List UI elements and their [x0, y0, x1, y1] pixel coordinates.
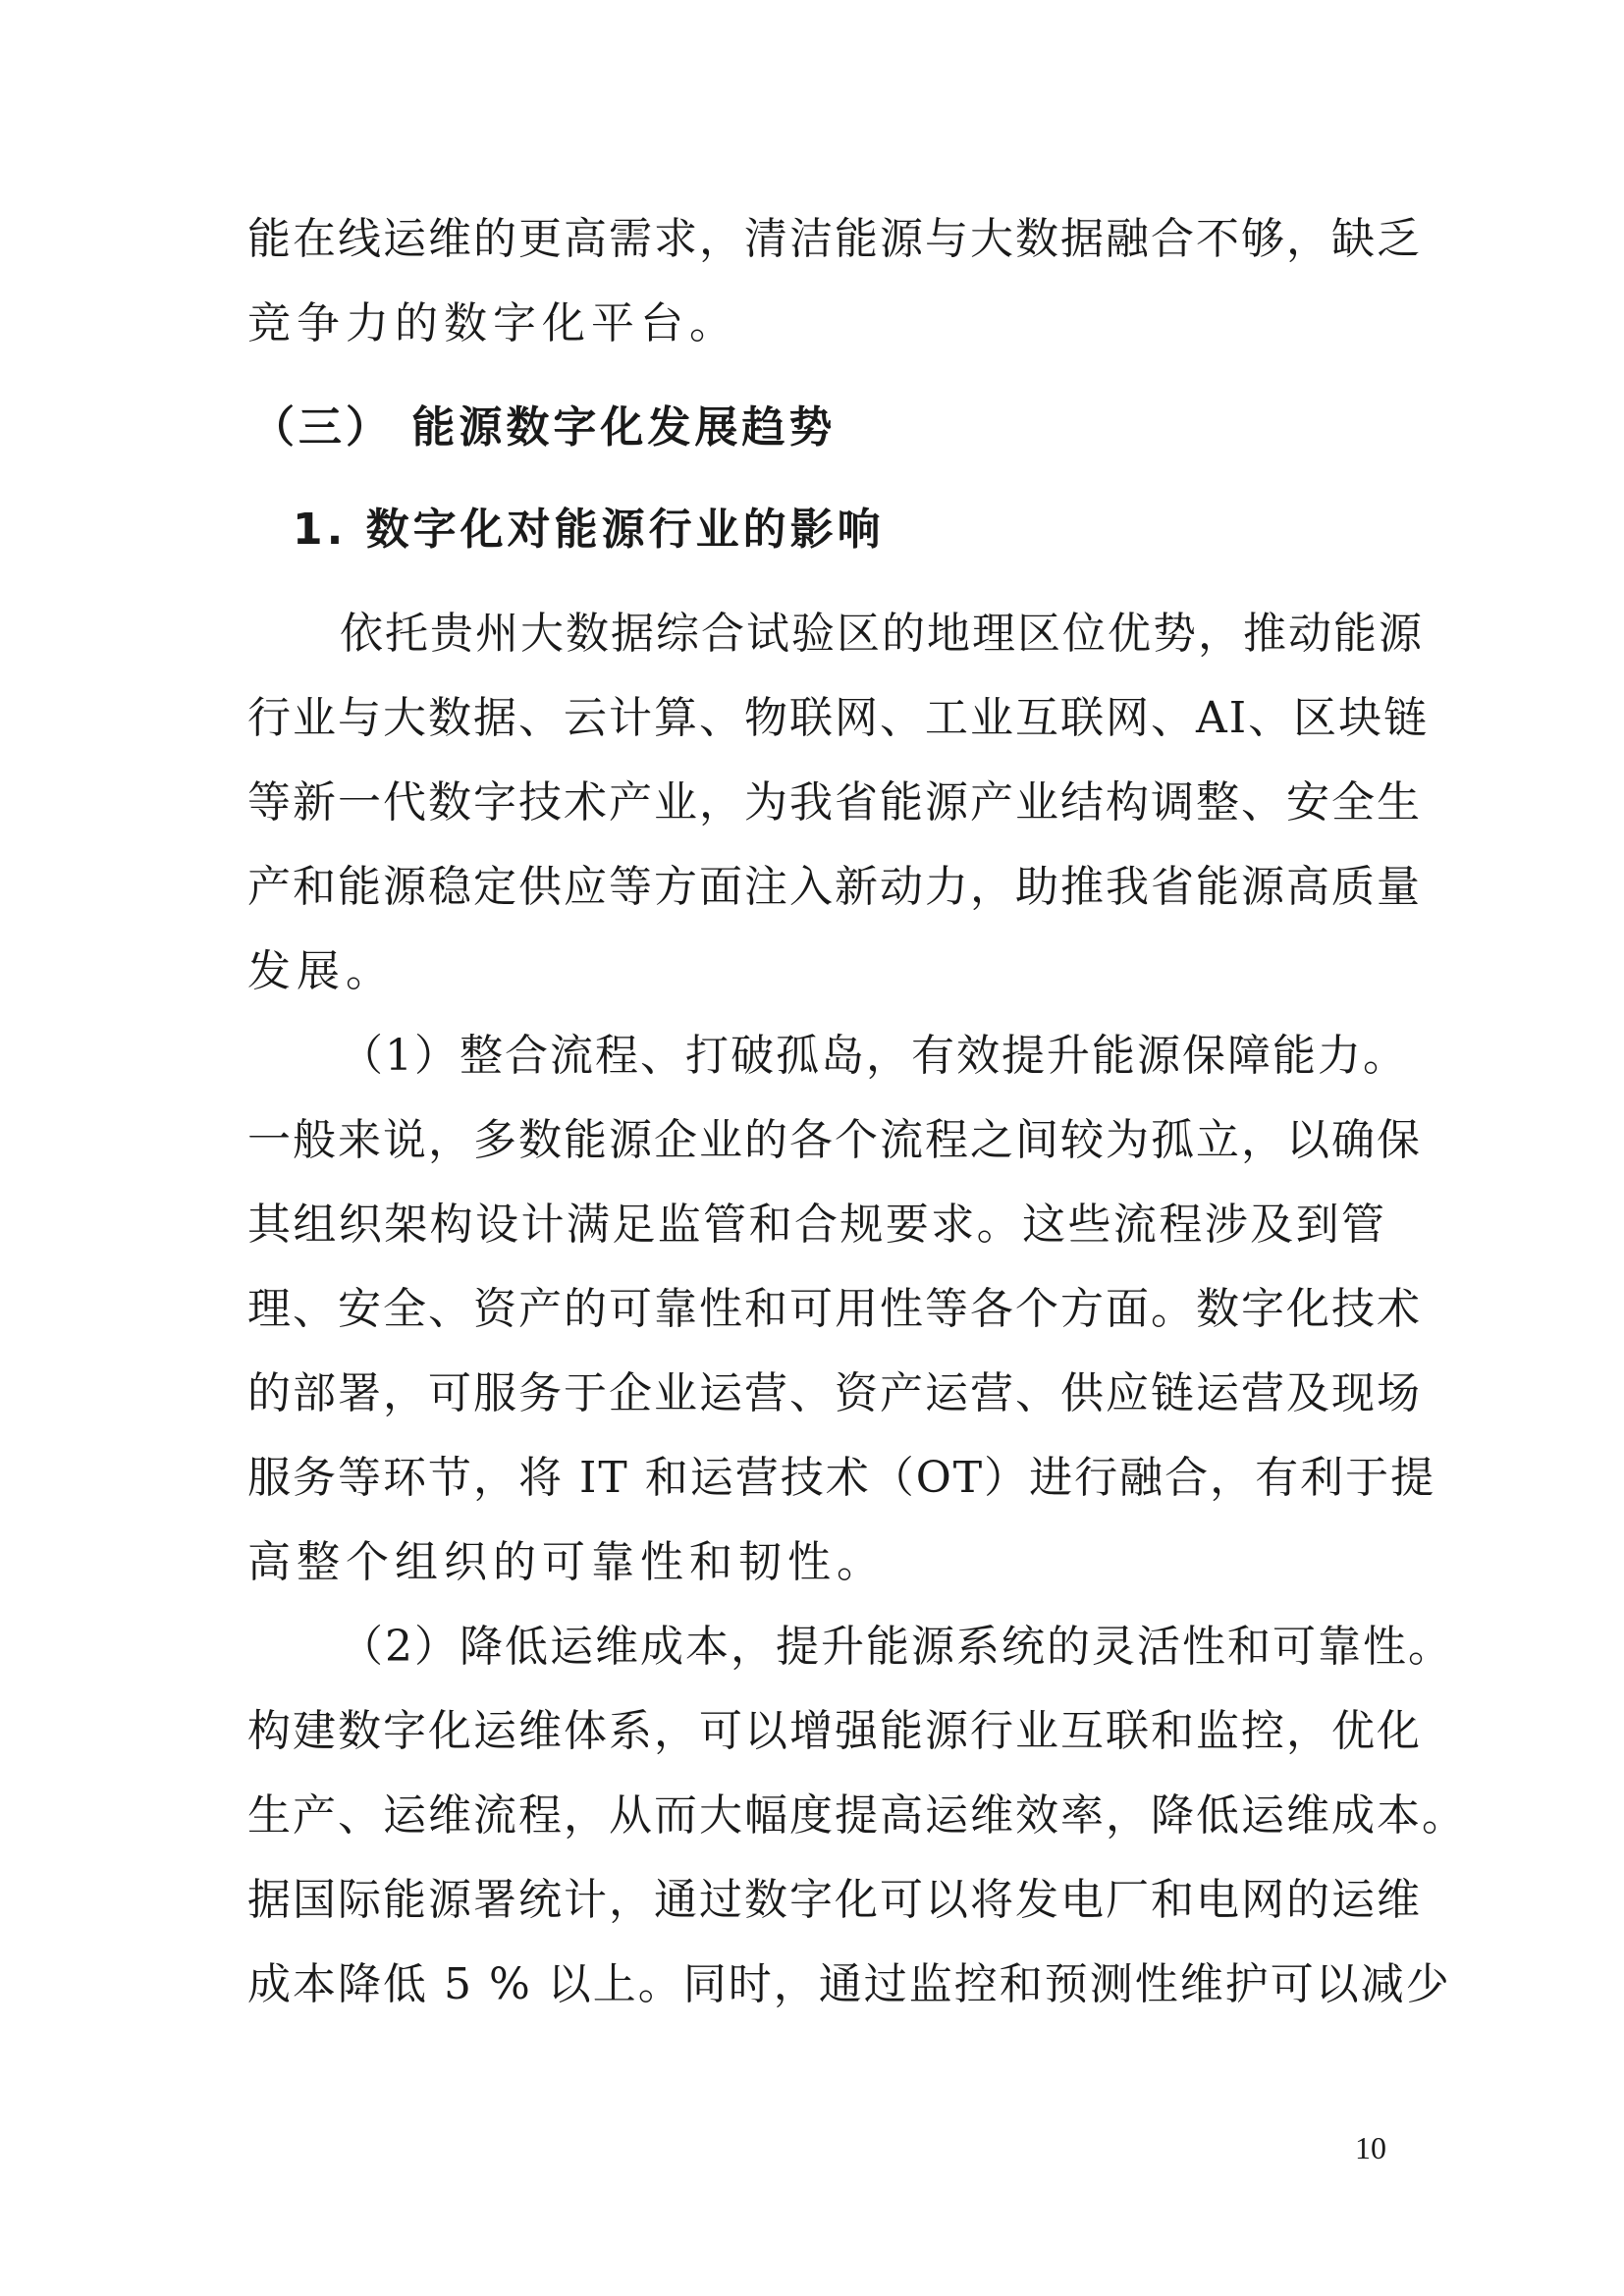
paragraph-2-line-5: 的部署，可服务于企业运营、资产运营、供应链运营及现场	[247, 1368, 1422, 1418]
page-number: 10	[1355, 2130, 1386, 2165]
paragraph-intro-line-2: 竞争力的数字化平台。	[247, 298, 738, 348]
paragraph-intro-line-1: 能在线运维的更高需求，清洁能源与大数据融合不够，缺乏	[247, 214, 1422, 264]
paragraph-1-line-1: 依托贵州大数据综合试验区的地理区位优势，推动能源	[340, 609, 1424, 659]
paragraph-2-line-6: 服务等环节，将 IT 和运营技术（OT）进行融合，有利于提	[247, 1453, 1436, 1503]
section-heading: （三） 能源数字化发展趋势	[251, 402, 837, 453]
paragraph-3-line-4: 据国际能源署统计，通过数字化可以将发电厂和电网的运维	[247, 1875, 1422, 1925]
paragraph-1-line-3: 等新一代数字技术产业，为我省能源产业结构调整、安全生	[247, 777, 1422, 828]
paragraph-3-line-5: 成本降低 5 % 以上。同时，通过监控和预测性维护可以减少	[247, 1959, 1451, 2009]
subsection-heading: 1. 数字化对能源行业的影响	[293, 505, 885, 555]
paragraph-2-line-4: 理、安全、资产的可靠性和可用性等各个方面。数字化技术	[247, 1284, 1422, 1334]
paragraph-3-line-3: 生产、运维流程，从而大幅度提高运维效率，降低运维成本。	[247, 1790, 1467, 1841]
paragraph-1-line-2: 行业与大数据、云计算、物联网、工业互联网、AI、区块链	[247, 693, 1430, 743]
paragraph-2-line-2: 一般来说，多数能源企业的各个流程之间较为孤立，以确保	[247, 1115, 1422, 1165]
paragraph-3-line-1: （2）降低运维成本，提升能源系统的灵活性和可靠性。	[340, 1622, 1453, 1672]
paragraph-3-line-2: 构建数字化运维体系，可以增强能源行业互联和监控，优化	[247, 1706, 1422, 1756]
paragraph-2-line-1: （1）整合流程、打破孤岛，有效提升能源保障能力。	[340, 1031, 1408, 1081]
paragraph-1-line-5: 发展。	[247, 946, 395, 996]
paragraph-2-line-3: 其组织架构设计满足监管和合规要求。这些流程涉及到管	[247, 1200, 1386, 1250]
paragraph-2-line-7: 高整个组织的可靠性和韧性。	[247, 1537, 886, 1587]
paragraph-1-line-4: 产和能源稳定供应等方面注入新动力，助推我省能源高质量	[247, 862, 1422, 912]
